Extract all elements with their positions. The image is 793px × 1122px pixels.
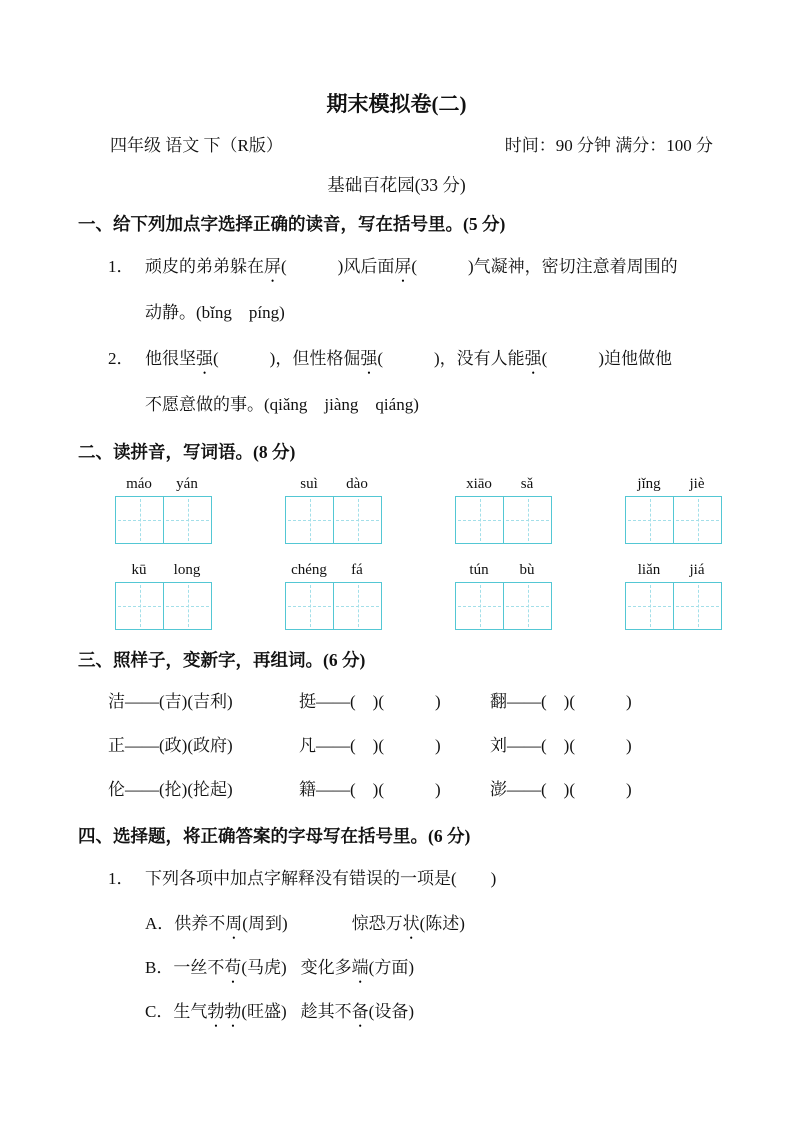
dotted-char: 苟 bbox=[224, 958, 242, 977]
text-segment: (方面) bbox=[368, 958, 414, 977]
transform-row-1 bbox=[108, 680, 715, 724]
option-b bbox=[145, 946, 715, 990]
writing-cell[interactable] bbox=[626, 583, 673, 629]
pinyin-syllable: bù bbox=[519, 562, 535, 578]
section2-heading: 二、读拼音，写词语。(8 分) bbox=[78, 442, 296, 462]
page-title: 期末模拟卷(二) bbox=[326, 92, 467, 116]
writing-grid[interactable] bbox=[115, 496, 212, 544]
dotted-char: 勃勃 bbox=[207, 1002, 242, 1021]
pinyin-syllable: xiāo bbox=[466, 476, 492, 492]
writing-grid[interactable] bbox=[285, 496, 382, 544]
dotted-char: 状 bbox=[402, 914, 420, 933]
question-number: 2． bbox=[108, 349, 134, 368]
exam-meta-grade: 四年级 语文 下（R版） bbox=[110, 136, 283, 155]
section4-heading: 四、选择题，将正确答案的字母写在括号里。(6 分) bbox=[78, 826, 471, 846]
pinyin-syllable: tún bbox=[469, 562, 489, 578]
transform-cell: 籍——( )( ) bbox=[299, 780, 441, 799]
pinyin-syllable: sǎ bbox=[520, 476, 534, 492]
text-segment: 惊恐万 bbox=[351, 914, 403, 933]
pinyin-syllable: jiè bbox=[689, 476, 705, 492]
pinyin-syllable: kū bbox=[131, 562, 147, 578]
dotted-char: 屏 bbox=[264, 257, 281, 276]
pinyin-word bbox=[625, 558, 722, 630]
writing-cell[interactable] bbox=[456, 497, 503, 543]
pinyin-word bbox=[455, 558, 552, 630]
text-segment: (设备) bbox=[368, 1002, 414, 1021]
transform-cell: 澎——( )( ) bbox=[490, 780, 632, 799]
writing-cell[interactable] bbox=[116, 497, 163, 543]
text-segment: 趁其不 bbox=[300, 1002, 352, 1021]
text-segment: 生气 bbox=[173, 1002, 208, 1021]
pinyin-label bbox=[115, 472, 212, 496]
text-segment: (陈述) bbox=[419, 914, 465, 933]
text-segment: 顽皮的弟弟躲在 bbox=[145, 257, 264, 276]
dotted-char: 强 bbox=[360, 349, 378, 368]
option-label: C． bbox=[145, 1002, 174, 1021]
pinyin-syllable: liǎn bbox=[637, 562, 661, 578]
transform-cell: 刘——( )( ) bbox=[490, 736, 632, 755]
exam-meta-time-score: 时间：90 分钟 满分：100 分 bbox=[504, 136, 713, 155]
transform-cell: 伦——(抡)(抡起) bbox=[108, 780, 233, 799]
pinyin-grid-row-1 bbox=[115, 472, 715, 544]
pinyin-grid-row-2 bbox=[115, 558, 715, 630]
writing-grid[interactable] bbox=[115, 582, 212, 630]
exam-meta bbox=[78, 130, 715, 162]
dotted-char: 强 bbox=[196, 349, 213, 368]
section1-question-1 bbox=[108, 244, 715, 336]
section1-question-2 bbox=[108, 336, 715, 428]
pinyin-syllable: máo bbox=[126, 476, 152, 492]
transform-cell: 翻——( )( ) bbox=[490, 692, 632, 711]
writing-cell[interactable] bbox=[286, 497, 333, 543]
transform-cell: 凡——( )( ) bbox=[299, 736, 441, 755]
writing-cell[interactable] bbox=[163, 497, 211, 543]
transform-cell: 洁——(吉)(吉利) bbox=[108, 692, 233, 711]
dotted-char: 屏 bbox=[394, 257, 412, 276]
writing-cell[interactable] bbox=[503, 497, 551, 543]
text-segment: 他很坚 bbox=[145, 349, 196, 368]
writing-cell[interactable] bbox=[456, 583, 503, 629]
question-number: 1． bbox=[108, 869, 134, 888]
pinyin-label bbox=[455, 472, 552, 496]
pinyin-label bbox=[115, 558, 212, 582]
transform-row-2 bbox=[108, 724, 715, 768]
text-segment: (马虎) bbox=[241, 958, 287, 977]
pinyin-word bbox=[115, 558, 212, 630]
option-a bbox=[145, 902, 715, 946]
option-label: B． bbox=[145, 958, 174, 977]
text-segment: 供养不 bbox=[174, 914, 226, 933]
writing-cell[interactable] bbox=[286, 583, 333, 629]
writing-cell[interactable] bbox=[673, 583, 721, 629]
pinyin-syllable: yán bbox=[176, 476, 198, 492]
writing-grid[interactable] bbox=[285, 582, 382, 630]
option-label: A． bbox=[145, 914, 175, 933]
pinyin-label bbox=[625, 558, 722, 582]
pinyin-word bbox=[455, 472, 552, 544]
writing-cell[interactable] bbox=[503, 583, 551, 629]
option-c bbox=[145, 990, 715, 1034]
writing-grid[interactable] bbox=[455, 496, 552, 544]
text-segment: ( )气凝神，密切注意着周围的 bbox=[411, 257, 678, 276]
text-segment: (旺盛) bbox=[241, 1002, 287, 1021]
writing-cell[interactable] bbox=[333, 583, 381, 629]
question-line: 下列各项中加点字解释没有错误的一项是( ) bbox=[145, 869, 497, 888]
section-banner: 基础百花园(33 分) bbox=[327, 175, 466, 195]
transform-cell: 正——(政)(政府) bbox=[108, 736, 233, 755]
pinyin-label bbox=[285, 472, 382, 496]
pinyin-label bbox=[285, 558, 382, 582]
transform-cell: 挺——( )( ) bbox=[299, 692, 441, 711]
section4-question-1 bbox=[108, 856, 715, 902]
dotted-char: 端 bbox=[351, 958, 369, 977]
writing-grid[interactable] bbox=[625, 496, 722, 544]
text-segment: 变化多 bbox=[300, 958, 352, 977]
section1-heading: 一、给下列加点字选择正确的读音，写在括号里。(5 分) bbox=[78, 214, 506, 234]
text-segment: ( )迫他做他 bbox=[541, 349, 672, 368]
pinyin-label bbox=[625, 472, 722, 496]
writing-cell[interactable] bbox=[163, 583, 211, 629]
pinyin-syllable: fá bbox=[351, 562, 363, 578]
pinyin-syllable: dào bbox=[346, 476, 368, 492]
question-number: 1． bbox=[108, 257, 134, 276]
dotted-char: 强 bbox=[524, 349, 542, 368]
pinyin-syllable: jiá bbox=[689, 562, 705, 578]
dotted-char: 周 bbox=[225, 914, 243, 933]
pinyin-word bbox=[285, 472, 382, 544]
writing-grid[interactable] bbox=[625, 582, 722, 630]
pinyin-syllable: suì bbox=[300, 476, 318, 492]
writing-grid[interactable] bbox=[455, 582, 552, 630]
question-line bbox=[145, 336, 715, 382]
pinyin-word bbox=[285, 558, 382, 630]
question-line bbox=[145, 244, 715, 290]
answer-blank: ( )，没有人能 bbox=[377, 349, 525, 368]
question-line: 动静。(bǐng píng) bbox=[145, 303, 285, 322]
answer-blank: ( )风后面 bbox=[281, 257, 395, 276]
text-segment: 一丝不 bbox=[173, 958, 225, 977]
writing-cell[interactable] bbox=[673, 497, 721, 543]
pinyin-word bbox=[625, 472, 722, 544]
section3-heading: 三、照样子，变新字，再组词。(6 分) bbox=[78, 650, 366, 670]
pinyin-syllable: chéng bbox=[291, 562, 327, 578]
transform-row-3 bbox=[108, 768, 715, 812]
pinyin-word bbox=[115, 472, 212, 544]
pinyin-syllable: long bbox=[173, 562, 201, 578]
pinyin-label bbox=[455, 558, 552, 582]
answer-blank: ( )，但性格倔 bbox=[213, 349, 361, 368]
text-segment: (周到) bbox=[242, 914, 288, 933]
writing-cell[interactable] bbox=[116, 583, 163, 629]
dotted-char: 备 bbox=[351, 1002, 369, 1021]
writing-cell[interactable] bbox=[333, 497, 381, 543]
writing-cell[interactable] bbox=[626, 497, 673, 543]
question-line: 不愿意做的事。(qiǎng jiàng qiáng) bbox=[145, 395, 419, 414]
pinyin-syllable: jǐng bbox=[637, 476, 661, 492]
